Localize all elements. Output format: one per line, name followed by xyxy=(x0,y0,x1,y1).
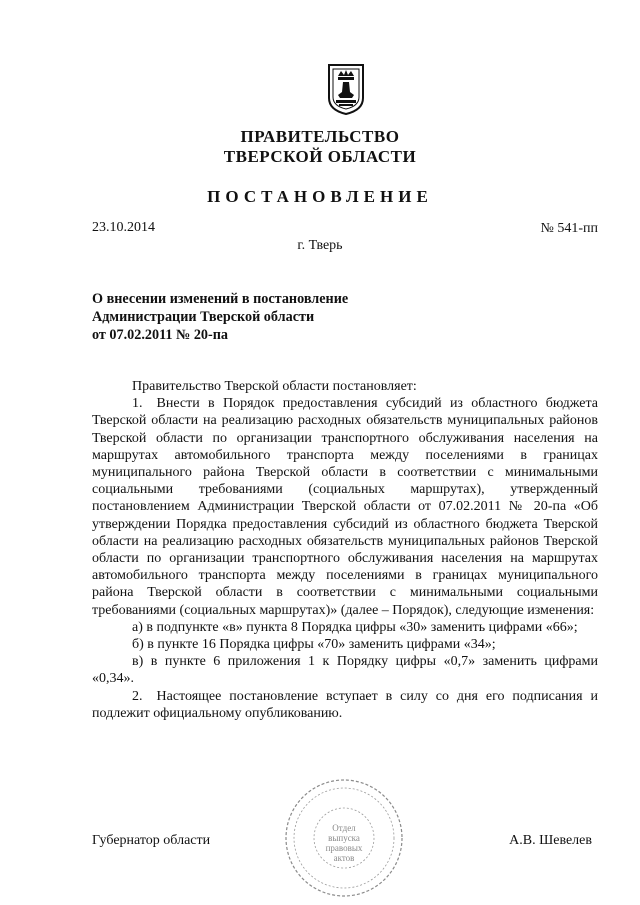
svg-text:выпуска: выпуска xyxy=(328,833,360,843)
government-title: ПРАВИТЕЛЬСТВО xyxy=(240,127,400,146)
body-paragraph-1: 1. Внести в Порядок предоставления субсидий из областного бюджета Тверской области на реализацию расходных обязательств муниципальных районов Тверской области по организации транспортного обслуживания населения на маршрутах автомобильного транспорта между поселениями в границах муниципального района Тверской области в соответствии с минимальными социальными требованиями (социальных маршрутах), утвержденный постановлением Администрации Тверской области от 07.02.2011 № 20-па «Об утверждении Порядка предоставления субсидий из областного бюджета Тверской области на реализацию расходных обязательств муниципальных районов Тверской области по организации транспортного обслуживания населения на маршрутах автомобильного транспорта между поселениями в границах муниципального района Тверской области в соответствии с минимальными социальными требованиями (социальных маршрутах)» (далее – Порядок), следующие изменения: xyxy=(92,396,598,618)
signature-name: А.В. Шевелев xyxy=(509,833,592,848)
subject-line-3: от 07.02.2011 № 20-па xyxy=(92,327,229,343)
document-type-title: ПОСТАНОВЛЕНИЕ xyxy=(207,187,433,206)
body-item-c: в) в пункте 6 приложения 1 к Порядку цифры «0,7» заменить цифрами «0,34». xyxy=(92,654,598,687)
subject-line-2: Администрации Тверской области xyxy=(92,309,315,325)
official-stamp xyxy=(282,776,406,900)
document-body xyxy=(92,378,598,722)
svg-text:Отдел: Отдел xyxy=(332,823,356,833)
body-item-b: б) в пункте 16 Порядка цифры «70» заменить цифрами «34»; xyxy=(132,637,496,653)
signature-position: Губернатор области xyxy=(92,833,211,848)
document-city: г. Тверь xyxy=(297,238,343,253)
coat-of-arms-emblem xyxy=(326,62,366,116)
document-date: 23.10.2014 xyxy=(92,220,155,235)
document-number: № 541-пп xyxy=(540,221,598,236)
subject-line-1: О внесении изменений в постановление xyxy=(92,291,349,307)
body-paragraph-2: 2. Настоящее постановление вступает в силу со дня его подписания и подлежит официальному опубликованию. xyxy=(92,688,598,721)
body-item-a: а) в подпункте «в» пункта 8 Порядка цифры «30» заменить цифрами «66»; xyxy=(132,619,578,635)
region-title: ТВЕРСКОЙ ОБЛАСТИ xyxy=(223,147,417,166)
body-intro: Правительство Тверской области постановляет: xyxy=(132,379,417,394)
document-subject xyxy=(92,290,348,344)
svg-text:актов: актов xyxy=(333,853,355,863)
svg-text:правовых: правовых xyxy=(325,843,363,853)
